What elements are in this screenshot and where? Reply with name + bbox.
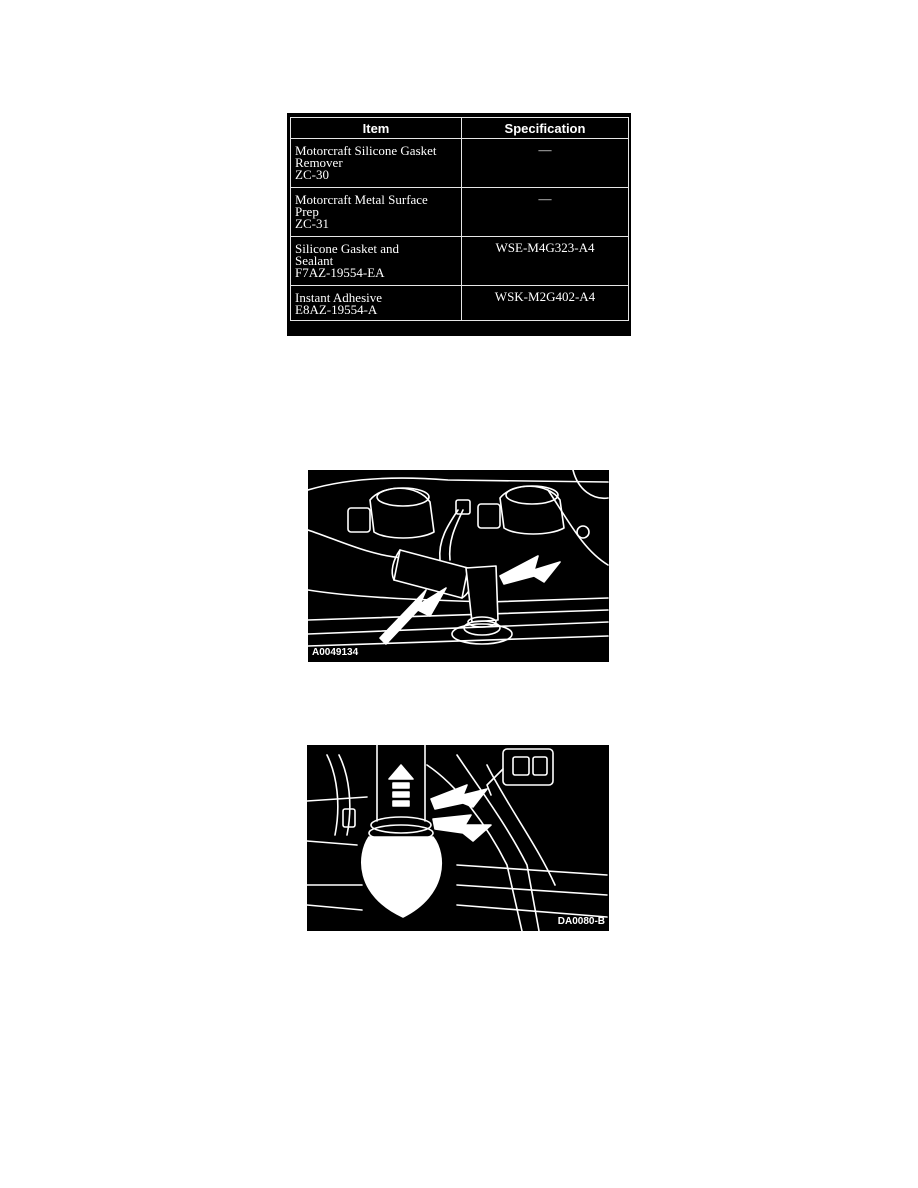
up-arrow-icon	[389, 765, 413, 779]
spec-cell: WSE-M4G323-A4	[462, 237, 629, 286]
hose-illustration	[308, 470, 609, 662]
table-row	[291, 286, 629, 321]
item-line: Instant Adhesive	[295, 290, 383, 305]
figure-label: A0049134	[312, 647, 359, 658]
item-line: F7AZ-19554-EA	[295, 265, 385, 280]
item-line: ZC-31	[295, 216, 329, 231]
item-line: Motorcraft Metal Surface	[295, 192, 428, 207]
spec-table	[290, 117, 629, 321]
item-line: Silicone Gasket and	[295, 241, 399, 256]
item-cell	[291, 237, 462, 286]
spec-cell: WSK-M2G402-A4	[462, 286, 629, 321]
item-line: ZC-30	[295, 167, 329, 182]
item-line: Prep	[295, 204, 319, 219]
filter-housing-figure	[307, 745, 609, 931]
table-header-row	[291, 118, 629, 139]
header-item: Item	[291, 118, 462, 139]
arrow-icon	[433, 815, 491, 841]
hose-fitting-figure	[308, 470, 609, 662]
item-cell	[291, 286, 462, 321]
table-row	[291, 139, 629, 188]
figure-label: DA0080-B	[557, 916, 605, 927]
spec-cell: —	[462, 139, 629, 188]
item-line: Remover	[295, 155, 343, 170]
item-cell	[291, 188, 462, 237]
arrow-icon	[431, 785, 487, 809]
spec-cell: —	[462, 188, 629, 237]
item-line: Motorcraft Silicone Gasket	[295, 143, 437, 158]
table-row	[291, 237, 629, 286]
arrow-icon	[500, 556, 560, 584]
filter-illustration	[307, 745, 609, 931]
spec-table-panel	[287, 113, 631, 336]
item-cell	[291, 139, 462, 188]
item-line: Sealant	[295, 253, 334, 268]
table-row	[291, 188, 629, 237]
header-specification: Specification	[462, 118, 629, 139]
item-line: E8AZ-19554-A	[295, 302, 378, 317]
